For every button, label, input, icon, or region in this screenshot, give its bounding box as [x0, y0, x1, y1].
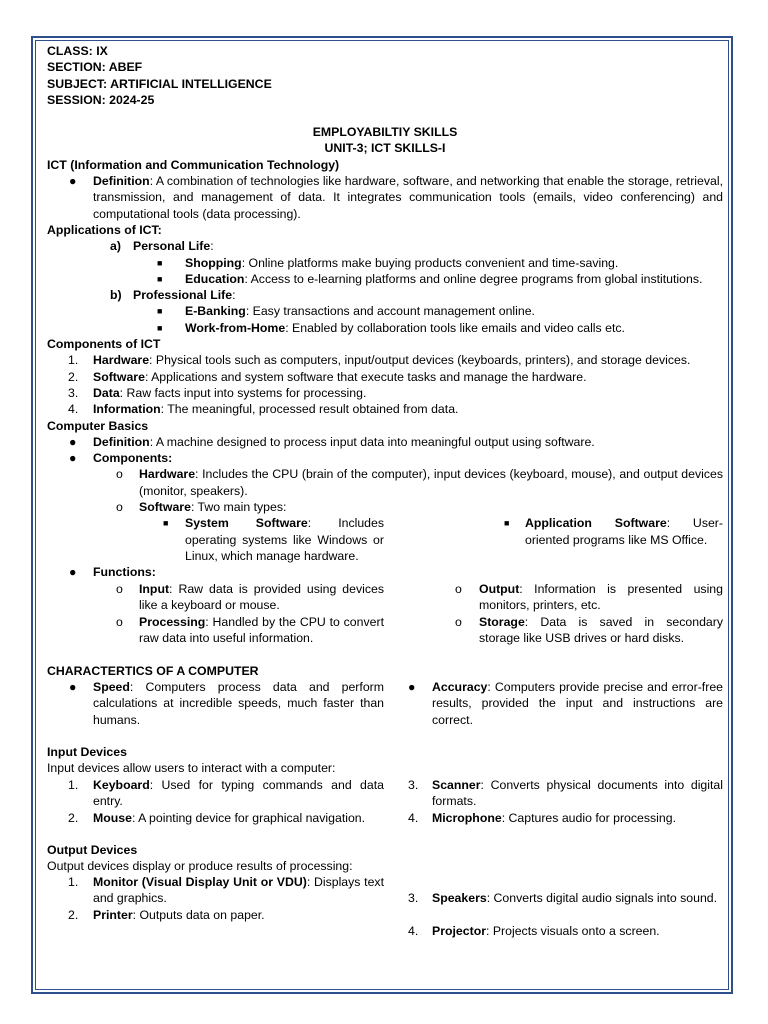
input-heading: Input Devices: [47, 744, 127, 759]
basics-functions: ● Functions:: [69, 565, 156, 580]
basics-components: ● Components:: [69, 451, 173, 466]
square-bullet-icon: ■: [157, 273, 163, 284]
hardware-item: o Hardware: Includes the CPU (brain of the computer), input devices (keyboard, mouse), and output devices (monitor, speakers).: [116, 467, 723, 498]
bullet-icon: ●: [69, 565, 77, 580]
circle-bullet-icon: o: [116, 500, 123, 515]
input-intro: Input devices allow users to interact with a computer:: [47, 761, 336, 776]
circle-bullet-icon: o: [455, 614, 462, 629]
components-heading: Components of ICT: [47, 337, 161, 352]
characteristics-list: ● Speed: Computers process data and perform calculations at incredible speeds, much faster than humans. ● Accuracy: Computers provide precise and error-free results, provided the input and instructions are correct.: [69, 679, 723, 727]
bullet-icon: ●: [69, 679, 77, 694]
bullet-icon: ●: [69, 451, 77, 466]
session-line: SESSION: 2024-25: [47, 92, 155, 107]
list-item: 1. Hardware: Physical tools such as computers, input/output devices (keyboards, printers), and storage devices.: [68, 353, 691, 368]
input-list: 1. Keyboard: Used for typing commands and data entry. 2. Mouse: A pointing device for graphical navigation. 3. Scanner: Converts physical documents into digital formats. 4. Microphone: Captures audio for processing.: [68, 777, 723, 825]
output-intro: Output devices display or produce results of processing:: [47, 858, 353, 873]
functions-list: o Input: Raw data is provided using devices like a keyboard or mouse. o Processing: Handled by the CPU to convert raw data into useful information. o Output: Information is presented using monitors, printers, etc. o Storage: Data is saved in secondary storage like USB drives or hard disks.: [116, 581, 723, 645]
section-line: SECTION: ABEF: [47, 60, 143, 75]
list-item: 3. Data: Raw facts input into systems for processing.: [68, 385, 367, 400]
circle-bullet-icon: o: [455, 581, 462, 596]
output-list: 1. Monitor (Visual Display Unit or VDU): Displays text and graphics. 2. Printer: Outputs data on paper. 3. Speakers: Converts digital audio signals into sound. 4. Projector: Projects visuals onto a screen.: [68, 875, 718, 939]
circle-bullet-icon: o: [116, 581, 123, 596]
bullet-icon: ●: [408, 679, 416, 694]
basics-definition: ● Definition: A machine designed to process input data into meaningful output using software.: [69, 434, 595, 449]
list-item: ■ E-Banking: Easy transactions and account management online.: [157, 304, 535, 319]
output-heading: Output Devices: [47, 842, 138, 857]
square-bullet-icon: ■: [157, 322, 163, 333]
doc-title: EMPLOYABILTIY SKILLS: [312, 125, 458, 140]
document-page: [47, 43, 723, 940]
personal-life: a) Personal Life:: [110, 239, 214, 254]
list-item: ■ Education: Access to e-learning platforms and online degree programs from global institutions.: [157, 271, 703, 286]
list-item: 4. Information: The meaningful, processed result obtained from data.: [68, 402, 459, 417]
applications-heading: Applications of ICT:: [47, 222, 162, 237]
class-line: CLASS: IX: [47, 44, 108, 58]
square-bullet-icon: ■: [504, 518, 510, 529]
circle-bullet-icon: o: [116, 467, 123, 482]
doc-subtitle: UNIT-3; ICT SKILLS-I: [324, 141, 446, 156]
basics-heading: Computer Basics: [47, 418, 149, 433]
ict-heading: ICT (Information and Communication Technology): [47, 157, 340, 172]
list-item: ■ Work-from-Home: Enabled by collaboration tools like emails and video calls etc.: [157, 320, 625, 335]
circle-bullet-icon: o: [116, 614, 123, 629]
list-item: 2. Software: Applications and system software that execute tasks and manage the hardware.: [68, 369, 587, 384]
square-bullet-icon: ■: [157, 306, 163, 317]
square-bullet-icon: ■: [157, 257, 163, 268]
bullet-icon: ●: [69, 434, 77, 449]
characteristics-heading: CHARACTERTICS OF A COMPUTER: [47, 663, 259, 678]
list-item: ■ Shopping: Online platforms make buying products convenient and time-saving.: [157, 255, 619, 270]
professional-life: b) Professional Life:: [110, 288, 236, 303]
software-types: ■ System Software: Includes operating systems like Windows or Linux, which manage hardware. ■ Application Software: User-oriented programs like MS Office.: [163, 516, 723, 563]
subject-line: SUBJECT: ARTIFICIAL INTELLIGENCE: [47, 76, 272, 91]
square-bullet-icon: ■: [163, 518, 169, 529]
bullet-icon: ●: [69, 174, 77, 189]
ict-definition: ● Definition: A combination of technologies like hardware, software, and networking that enable the storage, retrieval, transmission, and management of data. It integrates communication tools (emails, video conferencing) and computational tools (data processing).: [69, 174, 723, 221]
software-item: o Software: Two main types:: [116, 500, 287, 515]
